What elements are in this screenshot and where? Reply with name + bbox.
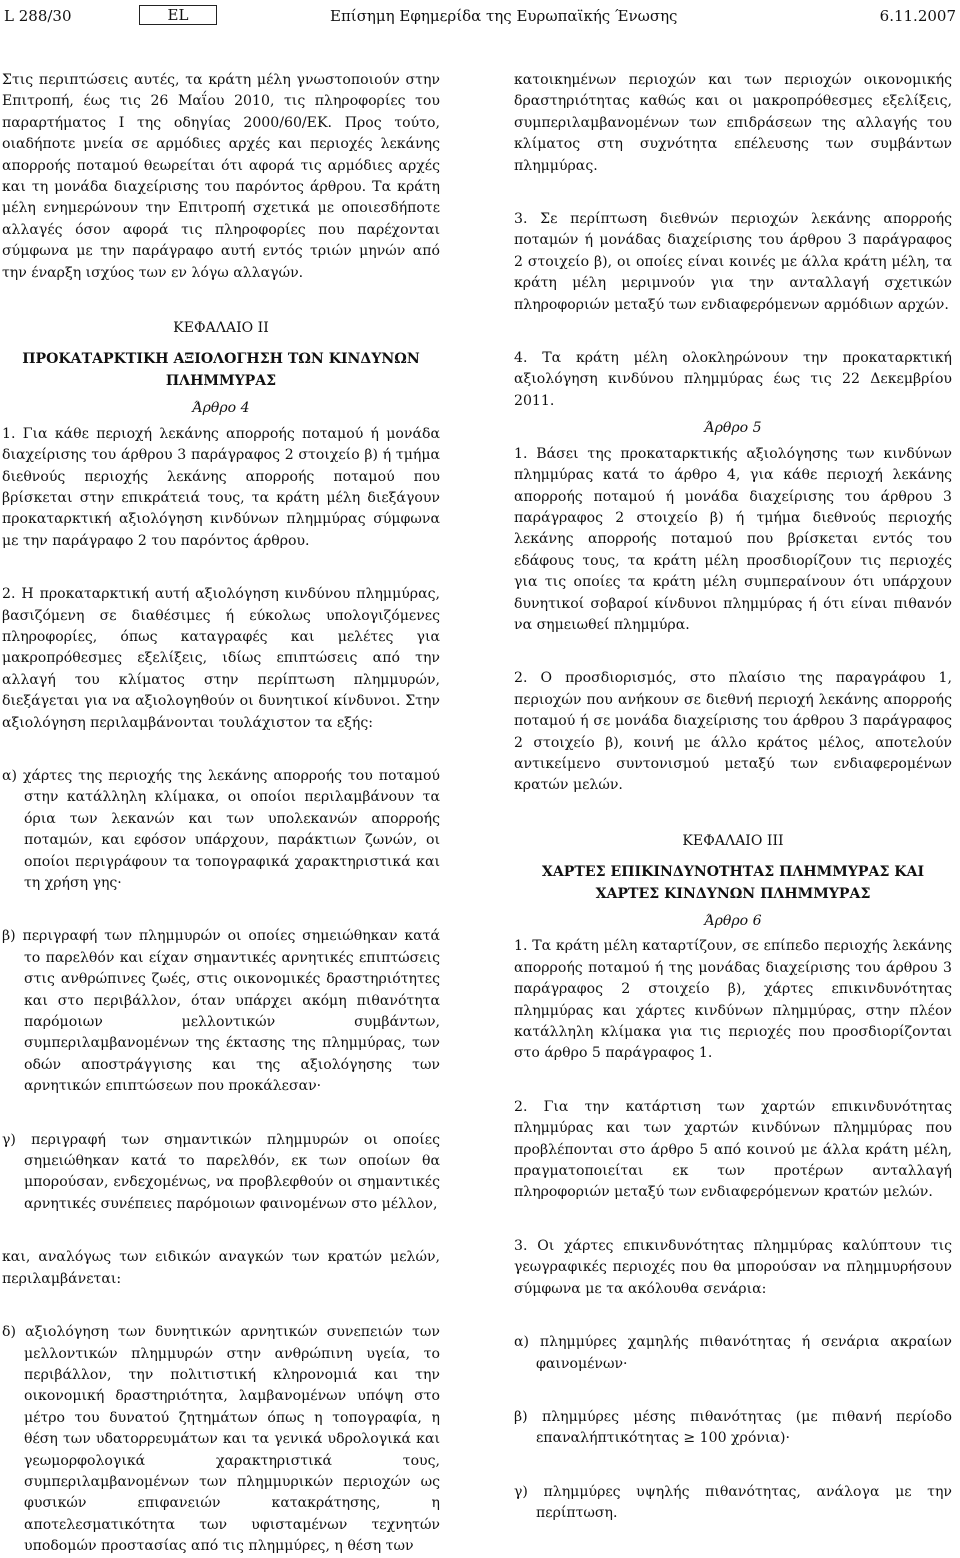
chapter-title: ΧΑΡΤΕΣ ΕΠΙΚΙΝΔΥΝΟΤΗΤΑΣ ΠΛΗΜΜΥΡΑΣ ΚΑΙ ΧΑΡΤΕΣ ΚΙΝΔΥΝΩΝ ΠΛΗΜΜΥΡΑΣ bbox=[541, 864, 925, 902]
article-heading: Άρθρο 4 bbox=[192, 400, 250, 417]
list-item: β) πλημμύρες μέσης πιθανότητας (με πιθανή περίοδο επαναλήπτικότητας ≥ 100 χρόνια)· bbox=[514, 1408, 952, 1447]
paragraph: κατοικημένων περιοχών και των περιοχών οικονομικής δραστηριότητας καθώς και οι μακροπρόθεσμες εξελίξεις, συμπεριλαμβανομένων των επιδράσεων της αλλαγής του κλίματος στη συχνότητα επέλευσης των συμβάντων πλημμύρας. bbox=[514, 72, 952, 174]
journal-title: Επίσημη Εφημερίδα της Ευρωπαϊκής Ένωσης bbox=[330, 7, 678, 25]
paragraph: Στις περιπτώσεις αυτές, τα κράτη μέλη γνωστοποιούν στην Επιτροπή, έως τις 26 Μαΐου 2010, τις πληροφορίες του παραρτήματος I της οδηγίας 2000/60/ΕΚ. Προς τούτο, οιαδήποτε μνεία σε αρμόδιες αρχές και περιοχές λεκάνης απορροής ποταμού θεωρείται ότι αφορά τις αρμόδιες αρχές και τη μονάδα διαχείρισης του παρόντος άρθρου. Τα κράτη μέλη ενημερώνουν την Επιτροπή σχετικά με οποιεσδήποτε αλλαγές όσον αφορά τις πληροφορίες που παρέχονται σύμφωνα με την παράγραφο αυτή εντός τριών μηνών από την έναρξη ισχύος των εν λόγω αλλαγών. bbox=[2, 72, 440, 281]
paragraph: 2. Για την κατάρτιση των χαρτών επικινδυνότητας πλημμύρας και των χαρτών κινδύνων πλημμύρας που προβλέπονται στο άρθρο 5 από κοινού με άλλα κράτη μέλη, πραγματοποιείται εκ των προτέρων ανταλλαγή πληροφοριών μεταξύ των ενδιαφερόμενων κρατών μελών. bbox=[514, 1098, 952, 1201]
paragraph: 1. Τα κράτη μέλη καταρτίζουν, σε επίπεδο περιοχής λεκάνης απορροής ποταμού ή της μονάδας διαχείρισης του άρθρου 3 παράγραφος 2 στοιχείο β), χάρτες επικινδυνότητας πλημμύρας και χάρτες κινδύνων πλημμύρας, στην πλέον κατάλληλη κλίμακα για τις περιοχές που προσδιορίζονται στο άρθρο 5 παράγραφος 1. bbox=[514, 938, 952, 1062]
left-column bbox=[2, 70, 440, 1558]
list-item: γ) πλημμύρες υψηλής πιθανότητας, ανάλογα με την περίπτωση. bbox=[514, 1483, 952, 1522]
list-item: γ) περιγραφή των σημαντικών πλημμυρών οι οποίες σημειώθηκαν κατά το παρελθόν, εκ των οποίων θα μπορούσαν, ενδεχομένως, να προβλεφθούν οι σημαντικές αρνητικές συνέπειες παρόμοιων φαινομένων στο μέλλον, bbox=[2, 1131, 440, 1212]
right-column bbox=[514, 70, 952, 1525]
article-heading: Άρθρο 6 bbox=[704, 913, 762, 929]
chapter-heading: ΚΕΦΑΛΑΙΟ II bbox=[173, 320, 269, 337]
issue-date: 6.11.2007 bbox=[879, 7, 956, 25]
list-item: δ) αξιολόγηση των δυνητικών αρνητικών συνεπειών των μελλοντικών πλημμυρών στην ανθρώπινη υγεία, το περιβάλλον, την πολιτιστική κληρονομιά και την οικονομική δραστηριότητα, λαμβανομένων υπόψη στο μέτρο του δυνατού ζητημάτων όπως η τοπογραφία, η θέση των υδατορρευμάτων και τα γενικά υδρολογικά και γεωμορφολογικά χαρακτηριστικά τους, συμπεριλαμβανομένων των πλημμυρικών περιοχών ως φυσικών επιφανειών κατακράτησης, η αποτελεσματικότητα των υφισταμένων τεχνητών υποδομών προστασίας από τις πλημμύρες, η θέση των bbox=[2, 1324, 440, 1555]
list-item: α) χάρτες της περιοχής της λεκάνης απορροής του ποταμού στην κατάλληλη κλίμακα, οι οποίοι περιλαμβάνουν τα όρια των λεκανών και των υπολεκανών απορροής ποταμών, και εφόσον υπάρχουν, παράκτιων ζωνών, οι οποίοι περιγράφουν τα τοπογραφικά χαρακτηριστικά και τη χρήση γης· bbox=[2, 767, 440, 891]
paragraph: 3. Οι χάρτες επικινδυνότητας πλημμύρας καλύπτουν τις γεωγραφικές περιοχές που θα μπορούσαν να πλημμυρήσουν σύμφωνα με τα ακόλουθα σενάρια: bbox=[514, 1237, 952, 1297]
page-header bbox=[4, 6, 956, 30]
paragraph: 3. Σε περίπτωση διεθνών περιοχών λεκάνης απορροής ποταμών ή μονάδας διαχείρισης του άρθρου 3 παράγραφος 2 στοιχείο β), οι οποίες είναι κοινές με άλλα κράτη μέλη, τα κράτη μέλη μεριμνούν για την ανταλλαγή σχετικών πληροφοριών μεταξύ των ενδιαφερόμενων αρμόδιων αρχών. bbox=[514, 211, 952, 313]
chapter-title: ΠΡΟΚΑΤΑΡΚΤΙΚΗ ΑΞΙΟΛΟΓΗΣΗ ΤΩΝ ΚΙΝΔΥΝΩΝ ΠΛΗΜΜΥΡΑΣ bbox=[22, 351, 420, 389]
language-box: EL bbox=[139, 5, 217, 25]
paragraph: 2. Ο προσδιορισμός, στο πλαίσιο της παραγράφου 1, περιοχών που ανήκουν σε διεθνή περιοχή λεκάνης απορροής ποταμού ή σε μονάδα διαχείρισης του άρθρου 3 παράγραφος 2 στοιχείο β), κοινή με άλλο κράτος μέλος, αποτελούν αντικείμενο συντονισμού μεταξύ των ενδιαφερομένων κρατών μελών. bbox=[514, 670, 952, 794]
list-item: α) πλημμύρες χαμηλής πιθανότητας ή σενάρια ακραίων φαινομένων· bbox=[514, 1334, 952, 1372]
page-number: L 288/30 bbox=[4, 7, 72, 25]
list-item: β) περιγραφή των πλημμυρών οι οποίες σημειώθηκαν κατά το παρελθόν και είχαν σημαντικές αρνητικές επιπτώσεις στις ανθρώπινες ζωές, στις οικονομικές δραστηριότητες και στο περιβάλλον, όταν υπάρχει ακόμη πιθανότητα παρόμοιων μελλοντικών συμβάντων, συμπεριλαμβανομένων της έκτασης της πλημμύρας, των οδών αποστράγγισης και της αξιολόγησης των αρνητικών επιπτώσεων που προκάλεσαν· bbox=[2, 928, 440, 1095]
paragraph: 1. Για κάθε περιοχή λεκάνης απορροής ποταμού ή μονάδα διαχείρισης του άρθρου 3 παράγραφος 2 στοιχείο β) ή τμήμα διεθνούς περιοχής λεκάνης απορροής ποταμού που βρίσκεται στην επικράτειά τους, τα κράτη μέλη διεξάγουν προκαταρκτική αξιολόγηση κινδύνων πλημμύρας σύμφωνα με την παράγραφο 2 του παρόντος άρθρου. bbox=[2, 425, 440, 549]
paragraph: και, αναλόγως των ειδικών αναγκών των κρατών μελών, περιλαμβάνεται: bbox=[2, 1249, 440, 1287]
chapter-heading: ΚΕΦΑΛΑΙΟ III bbox=[682, 832, 784, 849]
paragraph: 4. Τα κράτη μέλη ολοκληρώνουν την προκαταρκτική αξιολόγηση κινδύνου πλημμύρας έως τις 22 Δεκεμβρίου 2011. bbox=[514, 350, 952, 409]
paragraph: 1. Βάσει της προκαταρκτικής αξιολόγησης των κινδύνων πλημμύρας κατά το άρθρο 4, για κάθε περιοχή λεκάνης απορροής ποταμού ή μονάδα διαχείρισης του άρθρου 3 παράγραφος 2 στοιχείο β) ή τμήμα διεθνούς περιοχής λεκάνης απορροής ποταμού που βρίσκεται εντός του εδάφους τους, τα κράτη μέλη προσδιορίζουν τις περιοχές για τις οποίες τα κράτη μέλη συμπεραίνουν ότι υπάρχουν δυνητικοί σοβαροί κίνδυνοι πλημμύρας ή ότι είναι πιθανόν να σημειωθεί πλημμύρα. bbox=[514, 445, 952, 633]
article-heading: Άρθρο 5 bbox=[704, 420, 762, 437]
paragraph: 2. Η προκαταρκτική αυτή αξιολόγηση κινδύνου πλημμύρας, βασιζόμενη σε διαθέσιμες ή εύκολως υπολογιζόμενες πληροφορίες, όπως καταγραφές και μελέτες για μακροπρόθεσμες εξελίξεις, ιδίως επιπτώσεις από την αλλαγή του κλίματος στην περίπτωση πλημμυρών, διεξάγεται για να αξιολογηθούν οι δυνητικοί κίνδυνοι. Στην αξιολόγηση περιλαμβάνονται τουλάχιστον τα εξής: bbox=[2, 586, 440, 731]
